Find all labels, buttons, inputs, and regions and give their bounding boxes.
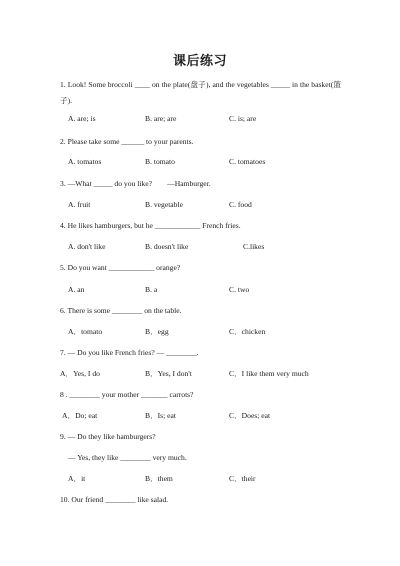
question-6-option-a: A．tomato xyxy=(68,327,103,336)
question-1-option-a: A. are; is xyxy=(68,114,96,123)
question-7-text: 7. — Do you like French fries? — ________. xyxy=(60,348,199,357)
question-4-option-a: A. don't like xyxy=(68,242,106,251)
question-5-option-b: B. a xyxy=(145,285,158,294)
question-7-option-b: B．Yes, I don't xyxy=(145,369,192,378)
question-6-option-c: C．chicken xyxy=(229,327,266,336)
question-1-text: 1. Look! Some broccoli ____ on the plate(盘子), and the vegetables _____ in the basket(篮子). xyxy=(60,80,341,105)
question-4-option-b: B. doesn't like xyxy=(145,242,189,251)
question-7-option-a: A．Yes, I do xyxy=(60,369,100,378)
question-6-text: 6. There is some ________ on the table. xyxy=(60,306,182,315)
question-5-option-a: A. an xyxy=(68,285,85,294)
question-3-text: 3. —What _____ do you like? —Hamburger. xyxy=(60,179,211,188)
question-8-text: 8 . ________ your mother _______ carrots? xyxy=(60,390,194,399)
question-8-option-c: C．Does; eat xyxy=(229,411,271,420)
question-9-option-c: C．their xyxy=(229,474,256,483)
question-6-option-b: B．egg xyxy=(145,327,169,336)
page-title: 课后练习 xyxy=(172,53,227,68)
question-8-option-b: B．Is; eat xyxy=(145,411,177,420)
question-1-option-b: B. are; are xyxy=(145,114,177,123)
question-3-option-b: B. vegetable xyxy=(145,200,183,209)
question-5-option-c: C. two xyxy=(229,285,250,294)
question-2-option-b: B. tomato xyxy=(145,157,175,166)
question-3-option-a: A. fruit xyxy=(68,200,91,209)
question-10-text: 10. Our friend ________ like salad. xyxy=(60,495,169,504)
question-7-option-c: C．I like them very much xyxy=(229,369,309,378)
question-3-option-c: C. food xyxy=(229,200,252,209)
question-4-option-c: C.likes xyxy=(243,242,265,251)
question-4-text: 4. He likes hamburgers, but he ____________ French fries. xyxy=(60,221,241,230)
question-9-subtext: — Yes, they like ________ very much. xyxy=(68,453,187,462)
question-9-text: 9. — Do they like hamburgers? xyxy=(60,432,156,441)
question-2-option-c: C. tomatoes xyxy=(229,157,266,166)
question-2-option-a: A. tomatos xyxy=(68,157,102,166)
question-1-option-c: C. is; are xyxy=(229,114,257,123)
question-8-option-a: A．Do; eat xyxy=(62,411,98,420)
question-5-text: 5. Do you want ____________ orange? xyxy=(60,263,181,272)
question-9-option-b: B．them xyxy=(145,474,173,483)
question-2-text: 2. Please take some ______ to your parents. xyxy=(60,137,194,146)
question-9-option-a: A．it xyxy=(68,474,86,483)
